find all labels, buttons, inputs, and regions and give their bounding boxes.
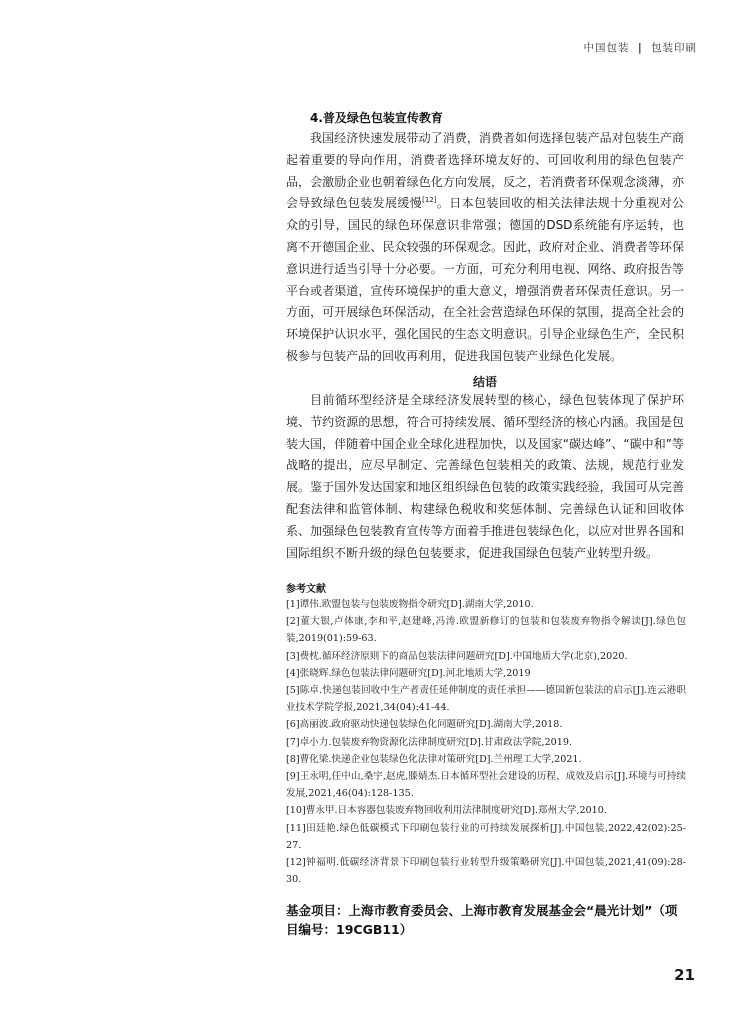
conclusion-heading: 结语 — [472, 375, 497, 389]
section-name: 包装印刷 — [651, 42, 697, 54]
reference-item: [2]董大银,卢体康,李和平,赵建峰,冯涛.欧盟新修订的包装和包装废弃物指令解读[J].绿色包装,2019(01):59-63. — [286, 616, 686, 645]
reference-item: [4]张晓辉.绿色包装法律问题研究[D].河北地质大学,2019 — [286, 667, 531, 679]
funding-note: 基金项目：上海市教育委员会、上海市教育发展基金会“晨光计划”（项目编号：19CGB11） — [286, 903, 678, 937]
reference-item: [5]陈卓.快递包装回收中生产者责任延伸制度的责任承担——德国新包装法的启示[J].连云港职业技术学院学报,2021,34(04):41-44. — [286, 685, 686, 714]
reference-item: [8]曹化梁.快递企业包装绿色化法律对策研究[D].兰州理工大学,2021. — [286, 753, 582, 765]
section-body-part1: 我国经济快速发展带动了消费，消费者如何选择包装产品对包装生产商起着重要的导向作用，消费者选择环境友好的、可回收利用的绿色包装产品，会激励企业也朝着绿色化方向发展，反之，若消费者环保观念淡薄，亦会导致绿色包装发展缓慢 — [286, 131, 684, 211]
reference-list — [286, 596, 686, 888]
citation-mark: [12] — [422, 196, 437, 205]
conclusion-body: 目前循环型经济是全球经济发展转型的核心，绿色包装体现了保护环境、节约资源的思想，符合可持续发展、循环型经济的核心内涵。我国是包装大国，伴随着中国企业全球化进程加快，以及国家“碳达峰”、“碳中和”等战略的提出，应尽早制定、完善绿色包装相关的政策、法规，规范行业发展。鉴于国外发达国家和地区组织绿色包装的政策实践经验，我国可从完善配套法律和监管体制、构建绿色税收和奖惩体制、完善绿色认证和回收体系、加强绿色包装教育宣传等方面着手推进包装绿色化，以应对世界各国和国际组织不断升级的绿色包装要求，促进我国绿色包装产业转型升级。 — [286, 393, 684, 560]
reference-item: [11]田廷艳.绿色低碳模式下印刷包装行业的可持续发展探析[J].中国包装,2022,42(02):25-27. — [286, 822, 686, 851]
section-body — [286, 128, 684, 368]
section-heading: 4.普及绿色包装宣传教育 — [310, 111, 443, 125]
references-heading: 参考文献 — [286, 584, 326, 595]
reference-item: [1]谭伟.欧盟包装与包装废物指令研究[D].湖南大学,2010. — [286, 599, 534, 610]
reference-item: [6]高丽波.政府驱动快递包装绿色化问题研究[D].湖南大学,2018. — [286, 719, 563, 731]
reference-item: [7]卓小力.包装废弃物资源化法律制度研究[D].甘肃政法学院,2019. — [286, 736, 573, 748]
reference-item: [12]钟福明.低碳经济背景下印刷包装行业转型升级策略研究[J].中国包装,2021,41(09):28-30. — [286, 857, 686, 886]
header-separator: | — [637, 42, 643, 54]
reference-item: [9]王永明,任中山,桑宇,赵虎,滕婧杰.日本循环型社会建设的历程、成效及启示[J].环境与可持续发展,2021,46(04):128-135. — [286, 771, 686, 800]
journal-name: 中国包装 — [583, 42, 630, 54]
running-header — [583, 40, 697, 55]
section-body-part2: 。日本包装回收的相关法律法规十分重视对公众的引导，国民的绿色环保意识非常强；德国的DSD系统能有序运转，也离不开德国企业、民众较强的环保观念。因此，政府对企业、消费者等环保意识进行适当引导十分必要。一方面，可充分利用电视、网络、政府报告等平台或者渠道，宣传环境保护的重大意义，增强消费者环保责任意识。另一方面，可开展绿色环保活动，在全社会营造绿色环保的氛围，提高全社会的环境保护认识水平，强化国民的生态文明意识。引导企业绿色生产，全民积极参与包装产品的回收再利用，促进我国包装产业绿色化发展。 — [286, 196, 684, 363]
page-number: 21 — [674, 966, 695, 984]
reference-item: [3]费枕.循环经济原则下的商品包装法律问题研究[D].中国地质大学(北京),2020. — [286, 650, 628, 662]
reference-item: [10]曹永甲.日本容器包装废弃物回收利用法律制度研究[D].郑州大学,2010. — [286, 805, 607, 817]
